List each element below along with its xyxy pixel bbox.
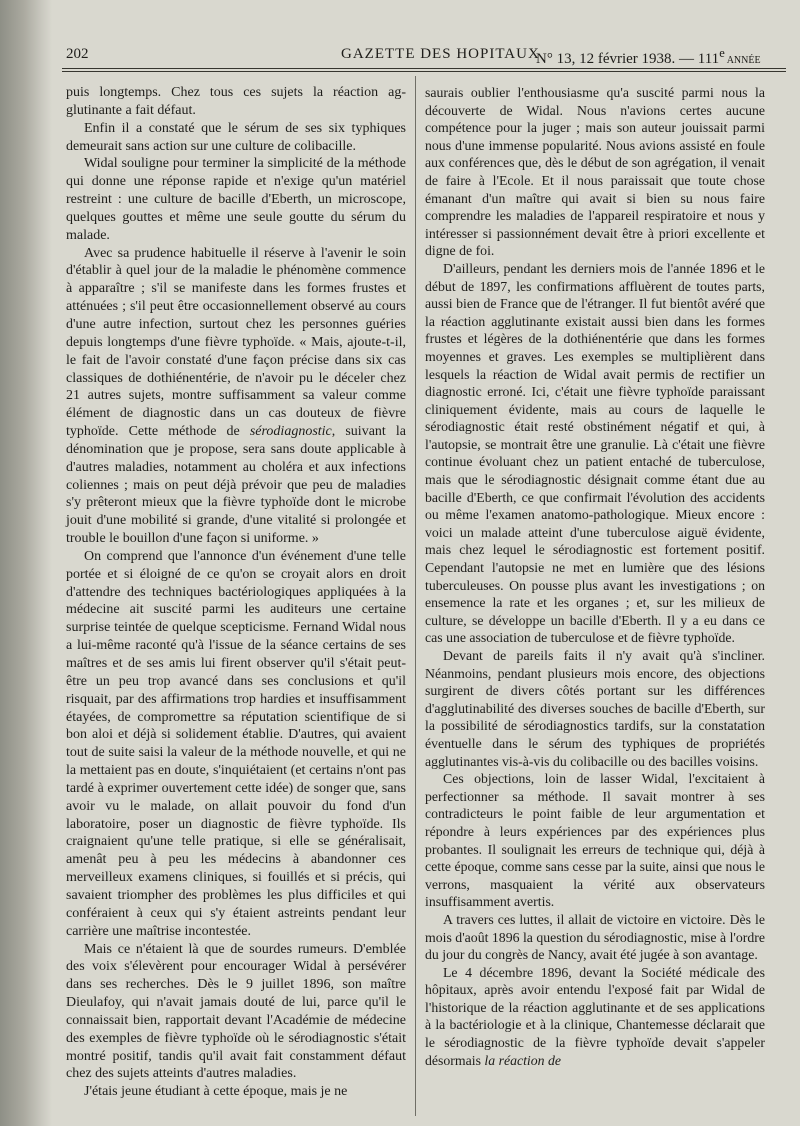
paragraph: Devant de pareils faits il n'y avait qu'à s'incliner. Néanmoins, pendant plusieurs mois encore, des objections surgirent de divers côtés portant sur les différences d'agglutinabilité des diverses souches de bacille d'Eberth, sur la possibilité de sérodiagnostics tardifs, sur la constatation éventuelle dans le sérum des typhiques de propriétés agglutinantes vis-à-vis du colibacille ou des bacilles voisins. xyxy=(425,648,765,769)
journal-title: GAZETTE DES HOPITAUX xyxy=(341,46,540,62)
paragraph: puis longtemps. Chez tous ces sujets la réaction ag-glutinante a fait défaut. xyxy=(66,85,406,118)
paragraph: Mais ce n'étaient là que de sourdes rumeurs. D'emblée des voix s'élevèrent pour encourager Widal à persévérer dans ses recherches. Dès le 9 juillet 1896, son maître Dieulafoy, qui n'avait jamais douté de lui, parce qu'il le connaissait bien, rapportait devant l'Académie de médecine des exemples de fièvre typhoïde où le sérodiagnostic s'était montré positif, tandis qu'il avait fait constamment défaut chez des sujets atteints d'autres maladies. xyxy=(66,941,406,1082)
paragraph: saurais oublier l'enthousiasme qu'a suscité parmi nous la découverte de Widal. Nous n'avions certes aucune compétence pour la juger ; mais son auteur jouissait parmi nous d'une immense popularité. Nous avions assisté en foule aux conférences que, dès le début de son agrégation, il venait de faire à l'Ecole. Et il nous paraissait que toute chose émanant d'un maître qui avait si bien su nous faire comprendre les maladies de l'appareil respiratoire et nous y intéresser si passionnément devait être à priori excellente et digne de foi. xyxy=(425,85,765,259)
issue-date: N° 13, 12 février 1938. — 111 xyxy=(536,51,720,67)
paragraph: A travers ces luttes, il allait de victoire en victoire. Dès le mois d'août 1896 la question du sérodiagnostic, mise à l'ordre du jour du congrès de Nancy, avait été jugée à son avantage. xyxy=(425,911,765,963)
issue-superscript: e xyxy=(719,46,725,60)
right-column xyxy=(425,84,765,1069)
header-rule-double xyxy=(62,71,786,72)
paragraph xyxy=(66,245,406,548)
paragraph-text: Avec sa prudence habituelle il réserve à l'avenir le soin d'établir à quel jour de la maladie le phénomène commence à apparaître ; s'il se manifeste dans les formes frustes et atténuées ; s'il peut être occasionnellement observé au cours d'une autre infection, surtout chez les personnes guéries depuis longtemps d'une fièvre typhoïde. « Mais, ajoute-t-il, le fait de l'avoir constaté d'une façon précise dans six cas classiques de dothiénentérie, de n'avoir pu le déceler chez 21 autres sujets, montre suffisamment sa valeur comme élément de diagnostic dans un cas douteux de fièvre typhoïde. Cette méthode de xyxy=(66,245,406,440)
running-header xyxy=(66,42,786,66)
paragraph: On comprend que l'annonce d'un événement d'une telle portée et si éloigné de ce qu'on se croyait alors en droit d'attendre des techniques bactériologiques appliquées à la médecine ait suscité parmi les auditeurs une certaine surprise teintée de quelque scepticisme. Fernand Widal nous a lui-même raconté qu'à l'issue de la séance certains de ses maîtres et de ses amis lui firent observer qu'il s'était peut-être un peu trop avancé dans ses conclusions et qu'il risquait, par des affirmations trop hardies et insuffisamment étayées, de compromettre sa réputation scientifique de si bon aloi et déjà si solidement établie. D'autres, qui avaient tout de suite saisi la valeur de la méthode nouvelle, et qui ne la mettaient pas en doute, s'inquiétaient (et certains n'ont pas tardé à exprimer ouvertement cette idée) de songer que, sans avoir vu le malade, on allait pouvoir du fond d'un laboratoire, poser un diagnostic de fièvre typhoïde. Ils craignaient qu'une telle pratique, si elle se généralisait, amenât peu à peu les médecins à abandonner ces merveilleux examens cliniques, si fouillés et si précis, qui savaient triompher des problèmes les plus difficiles et qui conféraient à ceux qui s'y étaient astreints pendant leur carrière une maîtrise incontestée. xyxy=(66,548,406,939)
emphasis-term: la réaction de xyxy=(484,1052,562,1068)
paragraph-text: , suivant la dénomination que je propose, sera sans doute applicable à d'autres maladies, notamment au choléra et aux infections coliennes ; mais on peut déjà prévoir que peu de maladies s'y prêteront mieux que la fièvre typhoïde dont le microbe jouit d'une mobilité si grande, d'une vitalité si prolongée et trouble le bouillon d'une façon si uniforme. » xyxy=(66,424,406,547)
issue-line xyxy=(536,46,761,68)
paragraph: Ces objections, loin de lasser Widal, l'excitaient à perfectionner sa méthode. Il savait montrer à ses contradicteurs le point faible de leur argumentation et répondre à leurs expériences par des expériences plus probantes. Il soulignait les erreurs de technique qui, déjà à cette époque, comme sans cesse par la suite, ainsi que nous le verrons, masquaient la vérité aux observateurs insuffisamment avertis. xyxy=(425,771,765,910)
column-divider xyxy=(415,76,416,1116)
paragraph: D'ailleurs, pendant les derniers mois de l'année 1896 et le début de 1897, les confirmations affluèrent de toutes parts, aussi bien de France que de l'étranger. Il fut bientôt avéré que la réaction agglutinante existait aussi bien dans les formes frustes et légères de la dothiénentérie que dans les formes moyennes et graves. Les exemples se multiplièrent dans lesquels la réaction de Widal avait permis de rectifier un diagnostic erroné. Ici, c'était une fièvre typhoïde paraissant cliniquement évidente, mais au cours de laquelle le sérodiagnostic était resté obstinément négatif et qui, à l'autopsie, se montrait être une granulie. Là c'était une fièvre continue évoluant chez un patient entaché de tuberculose, mais que le sérodiagnostic désignait comme étant due au bacille d'Eberth, ce que confirmait l'évolution des accidents ou même l'examen anatomo-pathologique. Mieux encore : voici un malade atteint d'une tuberculose aiguë évidente, mais chez lequel le sérodiagnostic est fortement positif. Cependant l'autopsie ne met en lumière que des lésions tuberculeuses. On pousse plus avant les investigations ; on ensemence la rate et les organes ; et, sur les milieux de culture, se développe un bacille d'Eberth. Il y a eu dans ce cas une association de tuberculose et de fièvre typhoïde. xyxy=(425,260,765,646)
page-number: 202 xyxy=(66,46,89,62)
paragraph xyxy=(425,964,765,1070)
paragraph: Widal souligne pour terminer la simplicité de la méthode qui donne une réponse rapide et n'exige qu'un matériel restreint : une culture de bacille d'Eberth, un microscope, quelques gouttes et même une seule goutte du sérum du malade. xyxy=(66,156,406,243)
paragraph: J'étais jeune étudiant à cette époque, mais je ne xyxy=(84,1084,348,1100)
left-column xyxy=(66,84,406,1101)
binding-shadow xyxy=(0,0,52,1126)
header-rule xyxy=(62,68,786,69)
issue-year-label: ANNÉE xyxy=(724,55,761,66)
paragraph-text: Le 4 décembre 1896, devant la Société médicale des hôpitaux, après avoir entendu l'exposé fait par Widal de l'historique de la réaction agglutinante et de ses applications à la bactériologie et à la clinique, Chantemesse déclarait que le sérodiagnostic de la fièvre typhoïde devait s'appeler désormais xyxy=(425,964,765,1068)
paragraph: Enfin il a constaté que le sérum de ses six typhiques demeurait sans action sur une culture de colibacille. xyxy=(66,120,406,154)
emphasis-term: sérodiagnostic xyxy=(249,424,332,440)
